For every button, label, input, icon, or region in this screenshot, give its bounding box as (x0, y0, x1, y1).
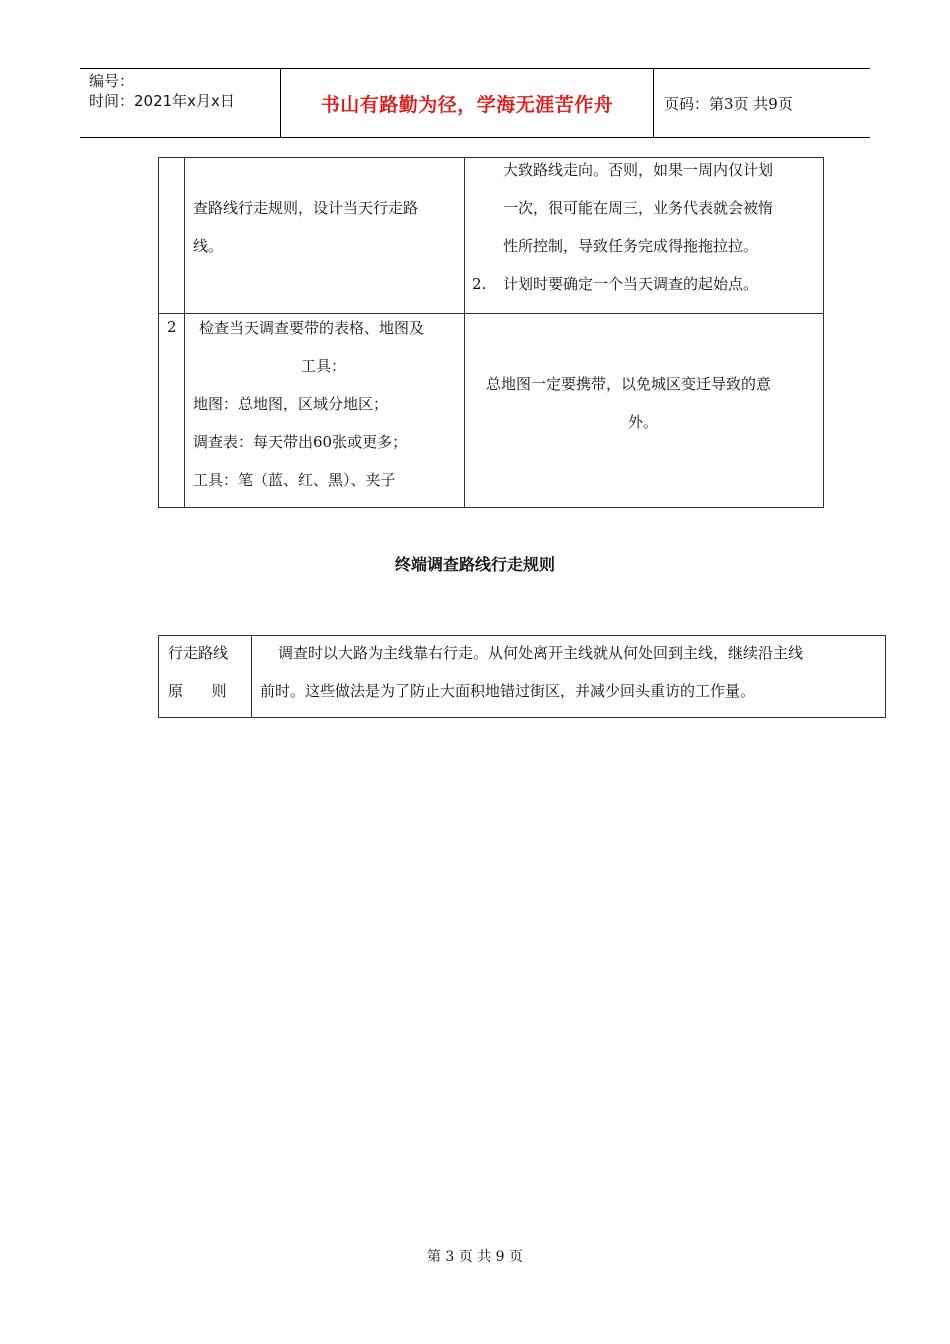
row1-step-line: 查路线行走规则，设计当天行走路 (193, 199, 419, 217)
row2-step-line: 工具：笔（蓝、红、黑）、夹子 (193, 471, 396, 489)
page-header (80, 68, 870, 138)
row1-step-line: 线。 (193, 237, 224, 255)
row1-note-line: 一次，很可能在周三，业务代表就会被惰 (503, 199, 774, 217)
rule-content-line: 前时。这些做法是为了防止大面积地错过街区，并减少回头重访的工作量。 (260, 682, 756, 700)
header-meta (80, 69, 281, 137)
column-divider (464, 158, 465, 507)
page-footer: 第 3 页 共 9 页 (426, 1249, 524, 1265)
row2-step-line: 地图：总地图，区域分地区； (193, 395, 389, 413)
header-motto-cell (281, 69, 654, 137)
section-title: 终端调查路线行走规则 (394, 555, 555, 574)
document-date: 时间：2021年x月x日 (89, 92, 235, 110)
document-number: 编号： (89, 72, 135, 90)
rule-content-line: 调查时以大路为主线靠右行走。从何处离开主线就从何处回到主线，继续沿主线 (278, 644, 804, 662)
row2-step-line: 调查表：每天带出60张或更多； (193, 433, 408, 451)
column-divider (251, 636, 252, 717)
row1-note-number: 2. (472, 275, 487, 293)
row1-note-line: 性所控制，导致任务完成得拖拖拉拉。 (503, 237, 759, 255)
procedure-table (158, 157, 824, 508)
row2-step-line: 工具： (301, 357, 347, 375)
row2-number: 2 (167, 318, 177, 336)
row2-step-line: 检查当天调查要带的表格、地图及 (199, 319, 425, 337)
rule-label-line: 原 则 (168, 682, 227, 700)
row1-note-item: 计划时要确定一个当天调查的起始点。 (503, 275, 759, 293)
header-page-info (654, 69, 870, 137)
rule-label-line: 行走路线 (168, 644, 229, 662)
route-rule-table (158, 635, 886, 718)
row1-note-line: 大致路线走向。否则，如果一周内仅计划 (503, 161, 774, 179)
row2-note-line: 外。 (628, 413, 659, 431)
row2-note-line: 总地图一定要携带，以免城区变迁导致的意 (486, 375, 772, 393)
column-divider (184, 158, 185, 507)
page-info-text: 页码：第3页 共9页 (664, 94, 793, 113)
header-motto: 书山有路勤为径，学海无涯苦作舟 (320, 93, 614, 116)
